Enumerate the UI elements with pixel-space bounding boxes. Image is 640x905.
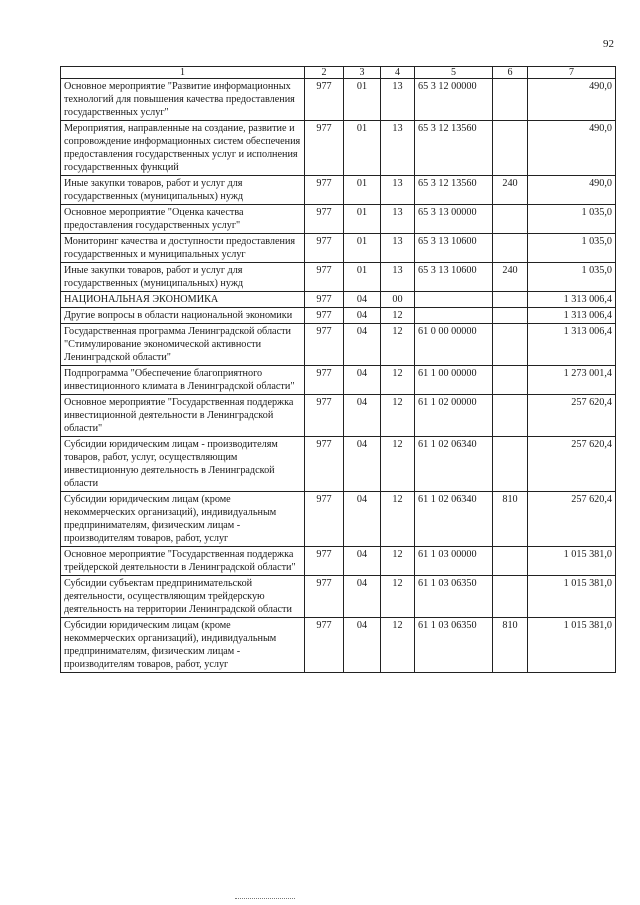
expense-type-cell	[493, 547, 528, 576]
row-name-cell: Субсидии юридическим лицам (кроме некоммерческих организаций), индивидуальным предпринимателям, физическим лицам - производителям товаров, работ, услуг	[61, 492, 305, 547]
expense-type-cell	[493, 324, 528, 366]
section-code-cell: 04	[344, 292, 381, 308]
subsection-code-cell: 12	[381, 395, 415, 437]
subsection-code-cell: 13	[381, 176, 415, 205]
expense-type-cell	[493, 205, 528, 234]
amount-cell: 1 273 001,4	[528, 366, 616, 395]
footer-divider	[235, 898, 295, 899]
table-row	[61, 263, 616, 292]
table-row	[61, 308, 616, 324]
table-row	[61, 547, 616, 576]
row-name-cell: Основное мероприятие "Развитие информационных технологий для повышения качества предоставления государственных услуг"	[61, 79, 305, 121]
section-code-cell: 04	[344, 576, 381, 618]
subsection-code-cell: 12	[381, 324, 415, 366]
section-code-cell: 01	[344, 205, 381, 234]
table-row	[61, 121, 616, 176]
expense-type-cell	[493, 366, 528, 395]
subsection-code-cell: 13	[381, 79, 415, 121]
subsection-code-cell: 13	[381, 205, 415, 234]
section-code-cell: 01	[344, 263, 381, 292]
amount-cell: 257 620,4	[528, 492, 616, 547]
subsection-code-cell: 12	[381, 437, 415, 492]
amount-cell: 1 313 006,4	[528, 324, 616, 366]
row-name-cell: Иные закупки товаров, работ и услуг для государственных (муниципальных) нужд	[61, 176, 305, 205]
row-name-cell: Мониторинг качества и доступности предоставления государственных и муниципальных услуг	[61, 234, 305, 263]
row-name-cell: Государственная программа Ленинградской области "Стимулирование экономической активности Ленинградской области"	[61, 324, 305, 366]
column-header: 7	[528, 67, 616, 79]
expense-type-cell: 810	[493, 618, 528, 673]
subsection-code-cell: 13	[381, 121, 415, 176]
page-number: 92	[603, 38, 614, 50]
ministry-code-cell: 977	[305, 292, 344, 308]
subsection-code-cell: 12	[381, 308, 415, 324]
subsection-code-cell: 00	[381, 292, 415, 308]
column-header: 5	[415, 67, 493, 79]
section-code-cell: 01	[344, 121, 381, 176]
table-row	[61, 492, 616, 547]
table-row	[61, 437, 616, 492]
table-row	[61, 234, 616, 263]
target-article-cell: 61 1 03 06350	[415, 576, 493, 618]
table-row	[61, 618, 616, 673]
row-name-cell: Основное мероприятие "Государственная поддержка трейдерской деятельности в Ленинградской области"	[61, 547, 305, 576]
expense-type-cell	[493, 437, 528, 492]
column-header: 6	[493, 67, 528, 79]
ministry-code-cell: 977	[305, 492, 344, 547]
expense-type-cell	[493, 395, 528, 437]
row-name-cell: НАЦИОНАЛЬНАЯ ЭКОНОМИКА	[61, 292, 305, 308]
column-header: 4	[381, 67, 415, 79]
row-name-cell: Подпрограмма "Обеспечение благоприятного инвестиционного климата в Ленинградской области"	[61, 366, 305, 395]
target-article-cell: 65 3 13 00000	[415, 205, 493, 234]
amount-cell: 490,0	[528, 121, 616, 176]
ministry-code-cell: 977	[305, 263, 344, 292]
subsection-code-cell: 12	[381, 366, 415, 395]
row-name-cell: Иные закупки товаров, работ и услуг для государственных (муниципальных) нужд	[61, 263, 305, 292]
target-article-cell: 61 1 03 00000	[415, 547, 493, 576]
ministry-code-cell: 977	[305, 121, 344, 176]
section-code-cell: 01	[344, 176, 381, 205]
header-row	[61, 67, 616, 79]
table-row	[61, 79, 616, 121]
ministry-code-cell: 977	[305, 176, 344, 205]
row-name-cell: Основное мероприятие "Государственная поддержка инвестиционной деятельности в Ленинградской области"	[61, 395, 305, 437]
target-article-cell: 65 3 12 13560	[415, 176, 493, 205]
target-article-cell: 65 3 13 10600	[415, 234, 493, 263]
section-code-cell: 04	[344, 308, 381, 324]
ministry-code-cell: 977	[305, 234, 344, 263]
amount-cell: 1 035,0	[528, 263, 616, 292]
target-article-cell: 65 3 12 13560	[415, 121, 493, 176]
expense-type-cell	[493, 79, 528, 121]
expense-type-cell	[493, 292, 528, 308]
ministry-code-cell: 977	[305, 205, 344, 234]
subsection-code-cell: 12	[381, 492, 415, 547]
ministry-code-cell: 977	[305, 79, 344, 121]
expense-type-cell	[493, 234, 528, 263]
target-article-cell: 61 1 00 00000	[415, 366, 493, 395]
row-name-cell: Основное мероприятие "Оценка качества предоставления государственных услуг"	[61, 205, 305, 234]
ministry-code-cell: 977	[305, 437, 344, 492]
table-row	[61, 576, 616, 618]
target-article-cell: 61 1 03 06350	[415, 618, 493, 673]
table-row	[61, 176, 616, 205]
expense-type-cell: 240	[493, 176, 528, 205]
section-code-cell: 01	[344, 234, 381, 263]
subsection-code-cell: 13	[381, 234, 415, 263]
amount-cell: 257 620,4	[528, 437, 616, 492]
amount-cell: 1 015 381,0	[528, 576, 616, 618]
expense-type-cell	[493, 121, 528, 176]
amount-cell: 1 313 006,4	[528, 292, 616, 308]
ministry-code-cell: 977	[305, 618, 344, 673]
section-code-cell: 04	[344, 547, 381, 576]
section-code-cell: 04	[344, 492, 381, 547]
target-article-cell: 61 1 02 00000	[415, 395, 493, 437]
table-row	[61, 205, 616, 234]
table-body	[61, 67, 616, 673]
subsection-code-cell: 12	[381, 618, 415, 673]
amount-cell: 257 620,4	[528, 395, 616, 437]
row-name-cell: Субсидии субъектам предпринимательской деятельности, осуществляющим трейдерскую деятельность на территории Ленинградской области	[61, 576, 305, 618]
ministry-code-cell: 977	[305, 547, 344, 576]
amount-cell: 1 015 381,0	[528, 618, 616, 673]
table-row	[61, 366, 616, 395]
subsection-code-cell: 13	[381, 263, 415, 292]
amount-cell: 1 035,0	[528, 234, 616, 263]
column-header: 1	[61, 67, 305, 79]
row-name-cell: Субсидии юридическим лицам - производителям товаров, работ, услуг, осуществляющим инвестиционную деятельность в Ленинградской области	[61, 437, 305, 492]
section-code-cell: 01	[344, 79, 381, 121]
ministry-code-cell: 977	[305, 576, 344, 618]
ministry-code-cell: 977	[305, 308, 344, 324]
section-code-cell: 04	[344, 324, 381, 366]
row-name-cell: Субсидии юридическим лицам (кроме некоммерческих организаций), индивидуальным предпринимателям, физическим лицам - производителям товаров, работ, услуг	[61, 618, 305, 673]
expense-type-cell: 240	[493, 263, 528, 292]
row-name-cell: Другие вопросы в области национальной экономики	[61, 308, 305, 324]
amount-cell: 490,0	[528, 79, 616, 121]
table-row	[61, 292, 616, 308]
ministry-code-cell: 977	[305, 395, 344, 437]
table-row	[61, 324, 616, 366]
subsection-code-cell: 12	[381, 547, 415, 576]
row-name-cell: Мероприятия, направленные на создание, развитие и сопровождение информационных систем обеспечения предоставления государственных услуг и исполнения государственных функций	[61, 121, 305, 176]
target-article-cell: 65 3 13 10600	[415, 263, 493, 292]
expense-type-cell	[493, 308, 528, 324]
section-code-cell: 04	[344, 395, 381, 437]
section-code-cell: 04	[344, 437, 381, 492]
target-article-cell: 61 1 02 06340	[415, 492, 493, 547]
expense-type-cell: 810	[493, 492, 528, 547]
target-article-cell: 61 0 00 00000	[415, 324, 493, 366]
target-article-cell: 65 3 12 00000	[415, 79, 493, 121]
amount-cell: 1 035,0	[528, 205, 616, 234]
table-row	[61, 395, 616, 437]
subsection-code-cell: 12	[381, 576, 415, 618]
section-code-cell: 04	[344, 618, 381, 673]
amount-cell: 490,0	[528, 176, 616, 205]
section-code-cell: 04	[344, 366, 381, 395]
amount-cell: 1 313 006,4	[528, 308, 616, 324]
target-article-cell	[415, 292, 493, 308]
budget-table	[60, 66, 616, 673]
column-header: 3	[344, 67, 381, 79]
amount-cell: 1 015 381,0	[528, 547, 616, 576]
ministry-code-cell: 977	[305, 366, 344, 395]
expense-type-cell	[493, 576, 528, 618]
target-article-cell: 61 1 02 06340	[415, 437, 493, 492]
column-header: 2	[305, 67, 344, 79]
target-article-cell	[415, 308, 493, 324]
ministry-code-cell: 977	[305, 324, 344, 366]
